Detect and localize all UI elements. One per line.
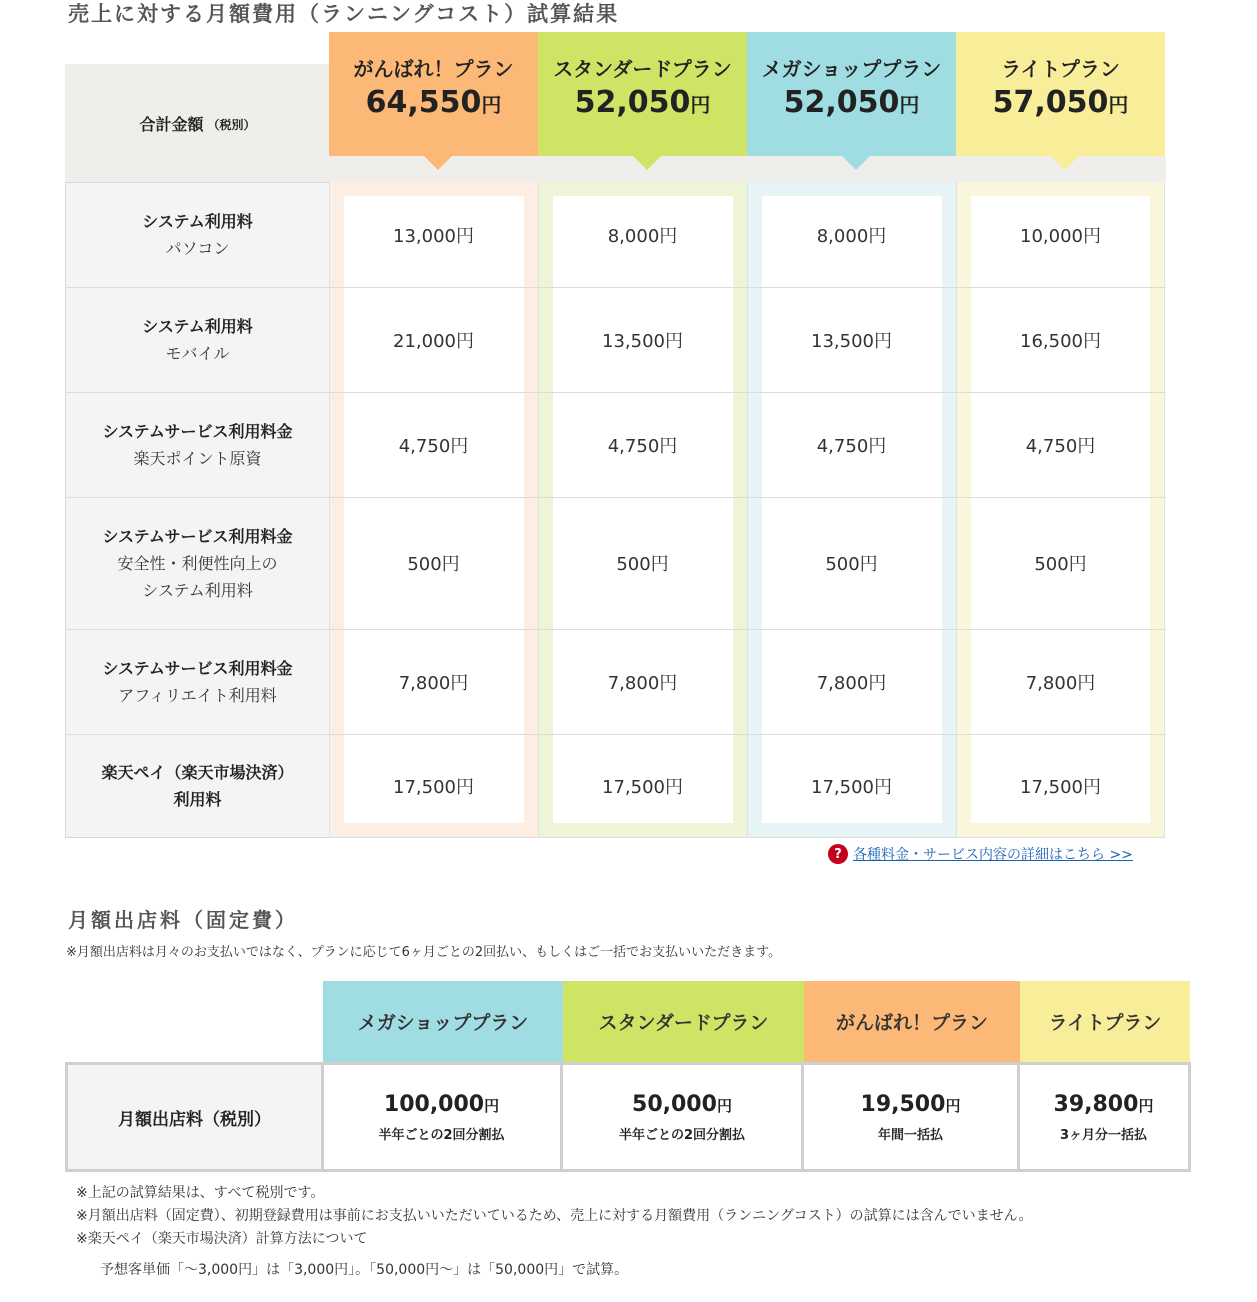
plan-price-unit: 円 bbox=[690, 93, 711, 117]
fee-value: 10,000円 bbox=[1020, 225, 1101, 247]
fixed-fee-payment-terms: 3ヶ月分一括払 bbox=[1059, 1128, 1148, 1143]
fee-detail-link-text[interactable]: 各種料金・サービス内容の詳細はこちら >> bbox=[853, 847, 1133, 863]
row-label-main: システムサービス利用料金 bbox=[102, 421, 293, 441]
row-label bbox=[65, 734, 330, 838]
fee-value: 17,500円 bbox=[602, 777, 683, 798]
plan-price-unit: 円 bbox=[899, 93, 920, 117]
fixed-fee-amount-unit: 円 bbox=[716, 1097, 732, 1115]
row-label-main: 楽天ペイ（楽天市場決済） bbox=[101, 763, 294, 782]
fixed-fee-cell bbox=[323, 1065, 563, 1169]
fee-value: 8,000円 bbox=[607, 225, 678, 247]
section-title-running-cost: 売上に対する月額費用（ランニングコスト）試算結果 bbox=[68, 2, 620, 26]
plan-price-value: 64,550 bbox=[365, 85, 482, 120]
fixed-fee-payment-terms: 半年ごとの2回分割払 bbox=[378, 1128, 505, 1143]
row-label-sub: 安全性・利便性向上の bbox=[117, 553, 278, 573]
header-strip bbox=[329, 156, 1166, 182]
footnotes bbox=[76, 1182, 1032, 1282]
plan-price-value: 52,050 bbox=[783, 85, 900, 120]
fixed-fee-amount-unit: 円 bbox=[945, 1097, 961, 1115]
fee-value: 500円 bbox=[407, 554, 460, 575]
fee-value: 4,750円 bbox=[1025, 435, 1096, 457]
plan-name: メガショッププラン bbox=[761, 57, 942, 81]
fee-value: 13,500円 bbox=[602, 330, 683, 352]
plan-name: スタンダードプラン bbox=[553, 57, 732, 81]
fee-value: 4,750円 bbox=[607, 435, 678, 457]
fee-value: 500円 bbox=[616, 554, 669, 575]
row-label-sub: アフィリエイト利用料 bbox=[118, 685, 277, 705]
row-label bbox=[65, 497, 330, 629]
plan-total-price bbox=[538, 84, 747, 124]
row-label-sub: モバイル bbox=[165, 343, 230, 363]
fixed-fee-amount-value: 50,000 bbox=[632, 1092, 717, 1117]
plan-price-unit: 円 bbox=[1108, 93, 1129, 117]
question-icon: ? bbox=[828, 844, 848, 864]
fee-detail-link[interactable] bbox=[828, 844, 1133, 864]
fixed-fee-cell bbox=[1020, 1065, 1187, 1169]
monthly-fee-table bbox=[65, 1062, 1191, 1172]
fixed-fee-amount-value: 19,500 bbox=[860, 1092, 946, 1117]
fee-value: 17,500円 bbox=[1020, 777, 1101, 798]
fee-value: 7,800円 bbox=[1025, 672, 1096, 694]
total-amount-tax-note: （税別） bbox=[207, 118, 256, 132]
row-label-sub: 楽天ポイント原資 bbox=[133, 448, 262, 468]
plan-name: がんばれ！プラン bbox=[353, 57, 514, 81]
footnote-4: 予想客単価「～3,000円」は「3,000円」。「50,000円～」は「50,000円」で試算。 bbox=[100, 1262, 629, 1278]
fixed-fee-payment-terms: 年間一括払 bbox=[877, 1128, 943, 1143]
fee-value: 13,500円 bbox=[811, 330, 892, 352]
pointer-arrow bbox=[633, 156, 661, 170]
fixed-fee-amount-unit: 円 bbox=[1138, 1097, 1154, 1115]
fee-value: 16,500円 bbox=[1020, 330, 1101, 352]
fee-value: 500円 bbox=[825, 554, 878, 575]
plan-total-price bbox=[329, 84, 538, 124]
fixed-fee-amount-unit: 円 bbox=[484, 1097, 500, 1115]
fee-value: 500円 bbox=[1034, 554, 1087, 575]
fixed-fee-plan-header: スタンダードプラン bbox=[563, 981, 804, 1062]
fixed-fee-plan-header: メガショッププラン bbox=[323, 981, 563, 1062]
plan-header bbox=[956, 32, 1165, 156]
pointer-arrow bbox=[1051, 156, 1079, 170]
total-amount-label: 合計金額 bbox=[139, 114, 204, 134]
fee-value: 13,000円 bbox=[393, 225, 474, 247]
row-label bbox=[65, 182, 330, 287]
pointer-arrow bbox=[424, 156, 452, 170]
fixed-fee-cell bbox=[804, 1065, 1020, 1169]
plan-name: ライトプラン bbox=[1001, 57, 1120, 81]
plan-price-unit: 円 bbox=[481, 93, 502, 117]
row-label bbox=[65, 629, 330, 734]
plan-total-price bbox=[747, 84, 956, 124]
row-label bbox=[65, 287, 330, 392]
fixed-fee-amount-value: 100,000 bbox=[383, 1092, 485, 1117]
row-label-main: 利用料 bbox=[173, 790, 222, 809]
row-label-main: システム利用料 bbox=[142, 211, 253, 231]
section-title-monthly-fee: 月額出店料（固定費） bbox=[68, 908, 298, 932]
fee-value: 21,000円 bbox=[393, 330, 474, 352]
fixed-fee-amount bbox=[632, 1091, 732, 1120]
row-label-main: システム利用料 bbox=[142, 316, 253, 336]
footnote-2: ※月額出店料（固定費）、初期登録費用は事前にお支払いいただいているため、売上に対する月額費用（ランニングコスト）の試算には含んでいません。 bbox=[76, 1208, 1033, 1224]
monthly-fee-note: ※月額出店料は月々のお支払いではなく、プランに応じて6ヶ月ごとの2回払い、もしくはご一括でお支払いいただきます。 bbox=[66, 945, 782, 960]
fee-value: 8,000円 bbox=[816, 225, 887, 247]
fee-value: 17,500円 bbox=[811, 777, 892, 798]
plan-price-value: 57,050 bbox=[992, 85, 1109, 120]
fixed-fee-amount bbox=[1054, 1091, 1154, 1120]
fee-value: 7,800円 bbox=[607, 672, 678, 694]
row-label bbox=[65, 392, 330, 497]
fixed-fee-amount-value: 39,800 bbox=[1053, 1092, 1139, 1117]
footnote-1: ※上記の試算結果は、すべて税別です。 bbox=[76, 1185, 325, 1201]
footnote-3: ※楽天ペイ（楽天市場決済）計算方法について bbox=[76, 1231, 368, 1247]
fixed-fee-amount bbox=[861, 1091, 961, 1120]
row-label-sub: システム利用料 bbox=[142, 580, 253, 600]
fee-value: 4,750円 bbox=[398, 435, 469, 457]
fee-value: 17,500円 bbox=[393, 777, 474, 798]
plan-header bbox=[538, 32, 747, 156]
monthly-fee-row-label: 月額出店料（税別） bbox=[68, 1065, 324, 1169]
row-label-sub: パソコン bbox=[165, 238, 230, 258]
fixed-fee-payment-terms: 半年ごとの2回分割払 bbox=[618, 1128, 746, 1143]
plan-header bbox=[329, 32, 538, 156]
total-amount-header bbox=[65, 64, 330, 182]
pointer-arrow bbox=[842, 156, 870, 170]
plan-price-value: 52,050 bbox=[574, 85, 691, 120]
fee-value: 7,800円 bbox=[398, 672, 469, 694]
plan-header bbox=[747, 32, 956, 156]
fixed-fee-plan-header: ライトプラン bbox=[1020, 981, 1190, 1062]
fee-value: 7,800円 bbox=[816, 672, 887, 694]
row-label-main: システムサービス利用料金 bbox=[102, 526, 293, 546]
fixed-fee-plan-header: がんばれ！プラン bbox=[804, 981, 1020, 1062]
fixed-fee-amount bbox=[384, 1091, 499, 1120]
fixed-fee-cell bbox=[563, 1065, 804, 1169]
fee-value: 4,750円 bbox=[816, 435, 887, 457]
row-label-main: システムサービス利用料金 bbox=[102, 658, 293, 678]
plan-total-price bbox=[956, 84, 1165, 124]
